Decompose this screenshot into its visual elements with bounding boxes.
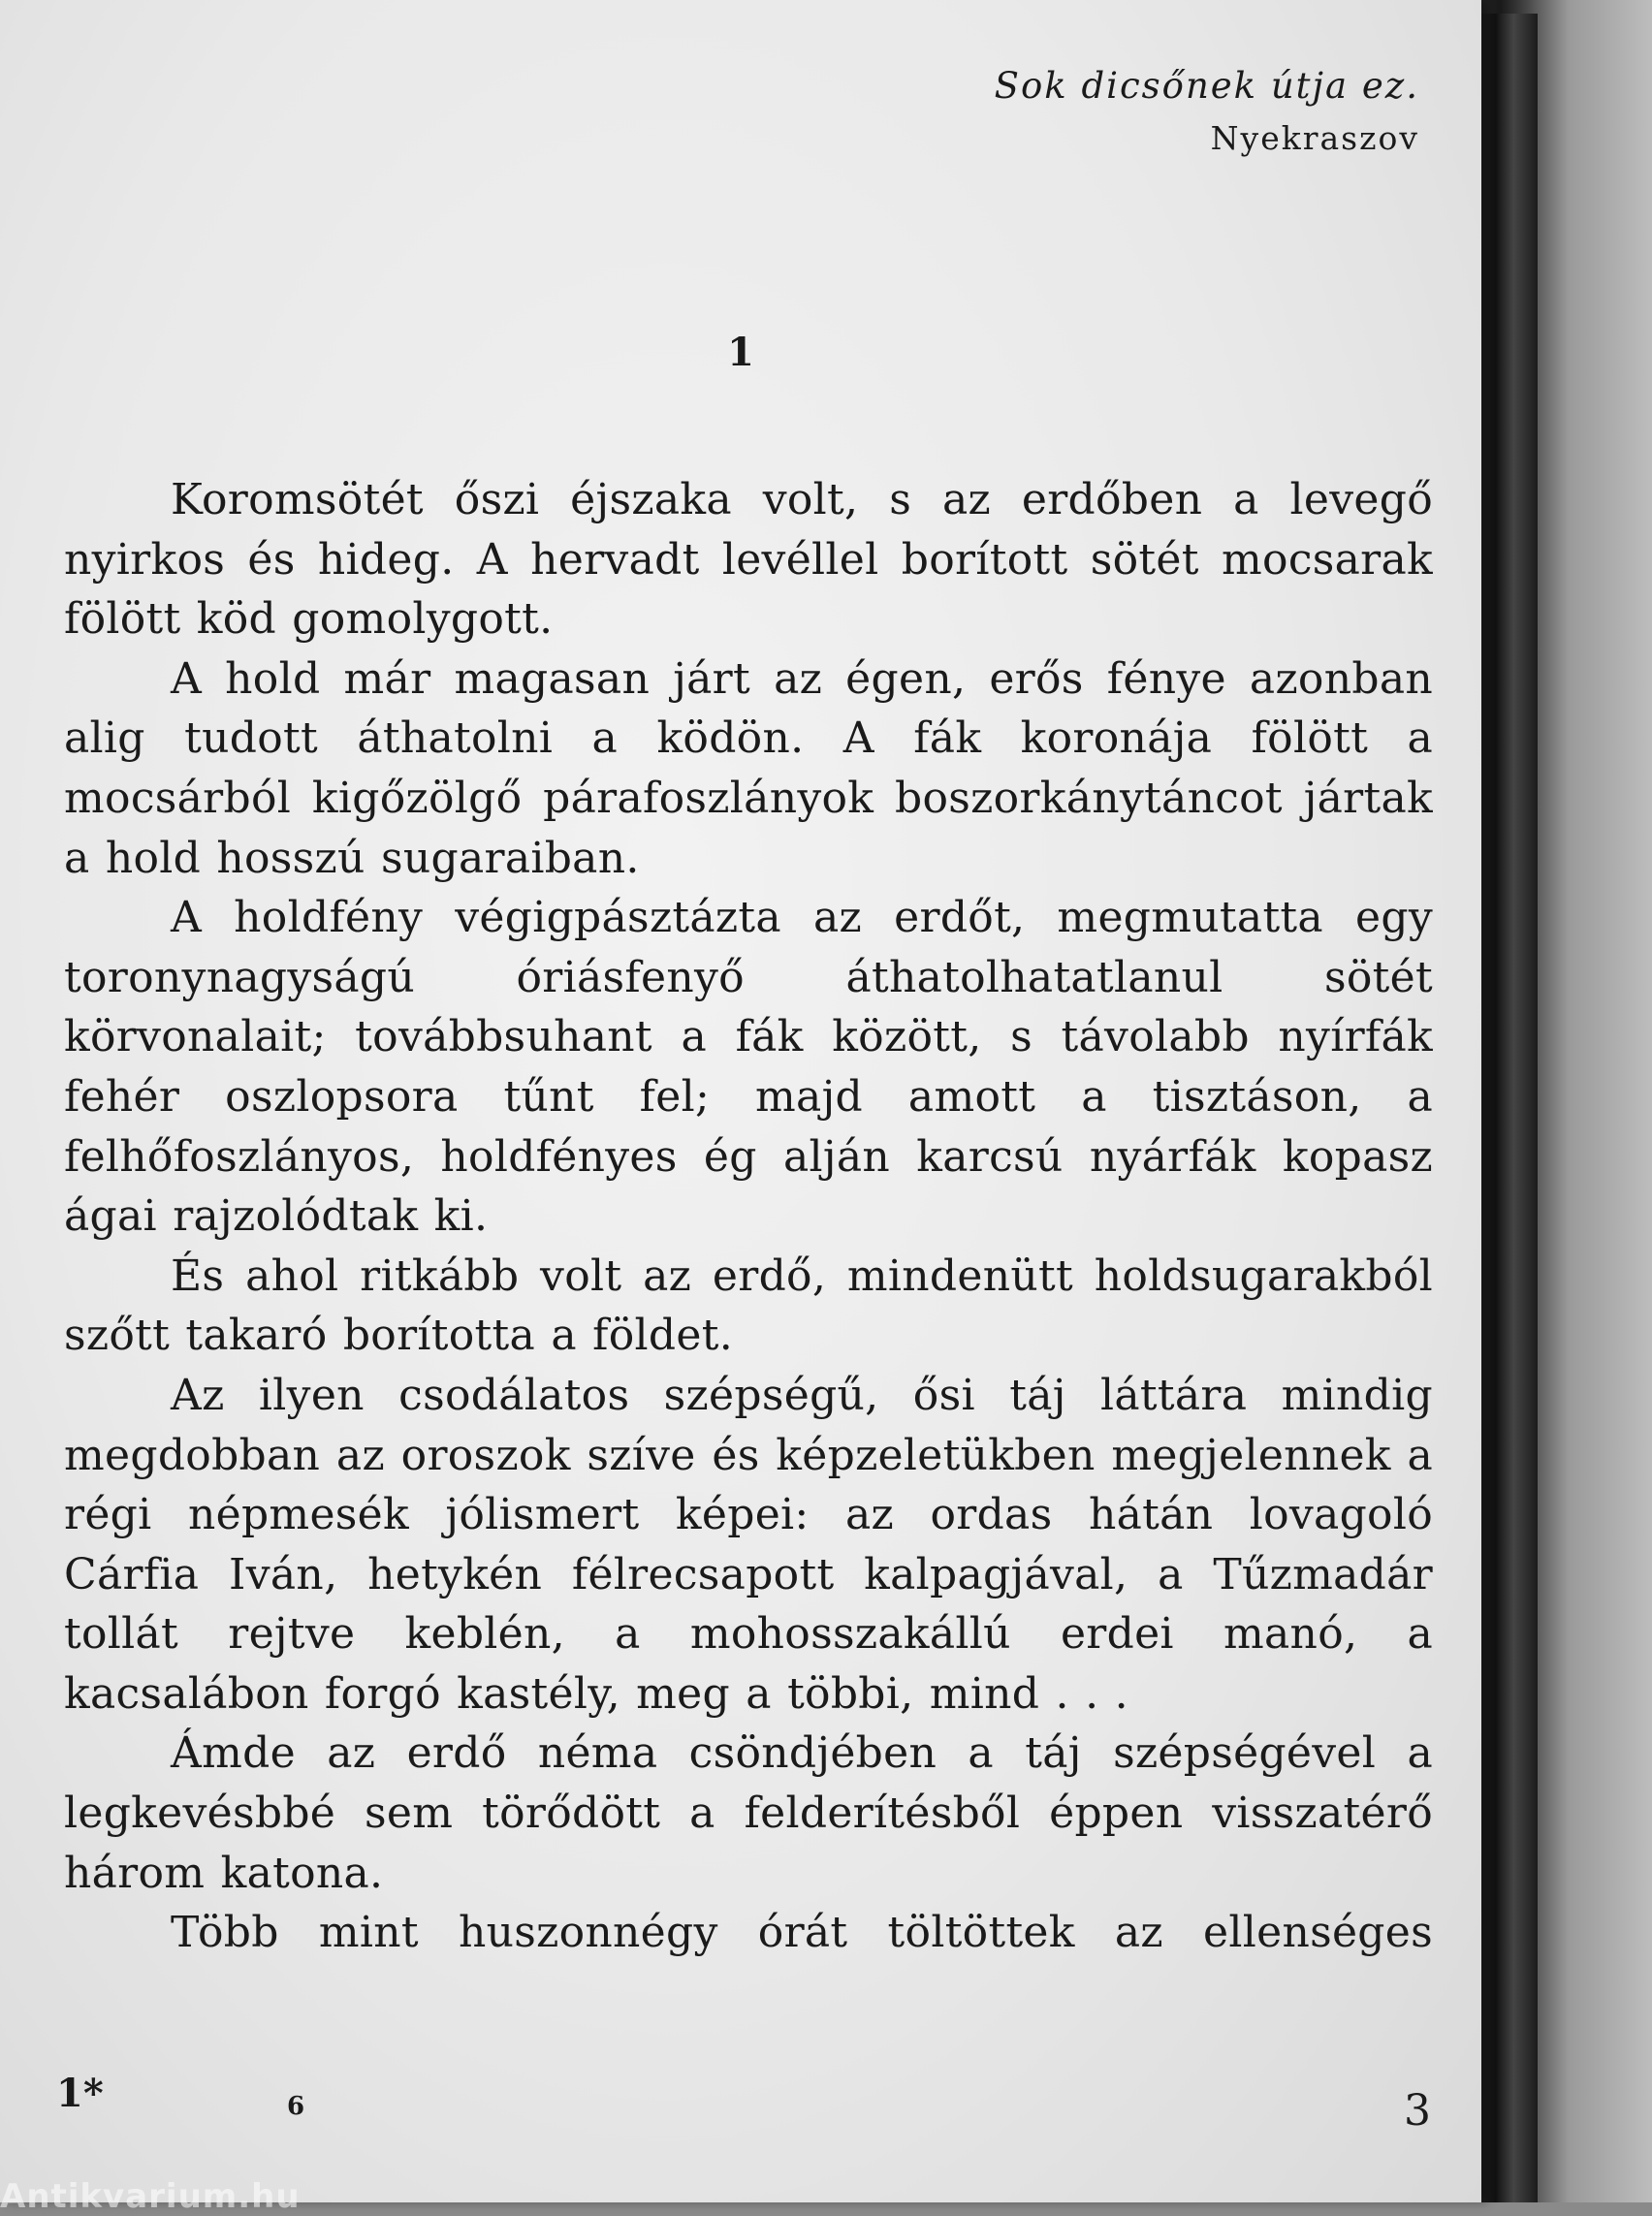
paragraph: Koromsötét őszi éjszaka volt, s az erdőben a levegő nyirkos és hideg. A hervadt levéllel borított sötét mocsarak fölött köd gomolygott. [64, 475, 1433, 645]
paragraph: És ahol ritkább volt az erdő, mindenütt holdsugarakból szőtt takaró borította a földet. [64, 1250, 1433, 1361]
page-number: 3 [1404, 2086, 1431, 2136]
signature-mark: 1* [56, 2071, 104, 2116]
paragraph: Több mint huszonnégy órát töltöttek az ellenséges [171, 1908, 1433, 1958]
paragraph: Ámde az erdő néma csöndjében a táj szépségével a legkevésbbé sem törődött a felderítésből éppen visszatérő három katona. [64, 1728, 1433, 1898]
chapter-number: 1 [727, 330, 754, 375]
body-text [64, 470, 1433, 1963]
paragraph: Az ilyen csodálatos szépségű, ősi táj láttára mindig megdobban az oroszok szíve és képzeletükben megjelennek a régi népmesék jólismert képei: az ordas hátán lovagoló Cárfia Iván, hetykén félrecsapott kalpagjával, a Tűzmadár tollát rejtve keblén, a mohosszakállú erdei manó, a kacsalábon forgó kastély, meg a többi, mind . . . [64, 1370, 1433, 1719]
footer-mark: 6 [287, 2092, 305, 2121]
book-spine-edge [1477, 14, 1538, 2202]
watermark: Antikvarium.hu [0, 2177, 301, 2216]
paragraph: A holdfény végigpásztázta az erdőt, megmutatta egy toronynagyságú óriásfenyő áthatolhatatlanul sötét körvonalait; továbbsuhant a fák között, s távolabb nyírfák fehér oszlopsora tűnt fel; majd amott a tisztáson, a felhőfoszlányos, holdfényes ég alján karcsú nyárfák kopasz ágai rajzolódtak ki. [64, 893, 1433, 1242]
epigraph-author: Nyekraszov [1210, 119, 1419, 157]
epigraph [995, 60, 1419, 165]
paragraph: A hold már magasan járt az égen, erős fénye azonban alig tudott áthatolni a ködön. A fák koronája fölött a mocsárból kigőzölgő párafoszlányok boszorkánytáncot jártak a hold hosszú sugaraiban. [64, 653, 1433, 883]
epigraph-quote: Sok dicsőnek útja ez. [994, 65, 1419, 107]
